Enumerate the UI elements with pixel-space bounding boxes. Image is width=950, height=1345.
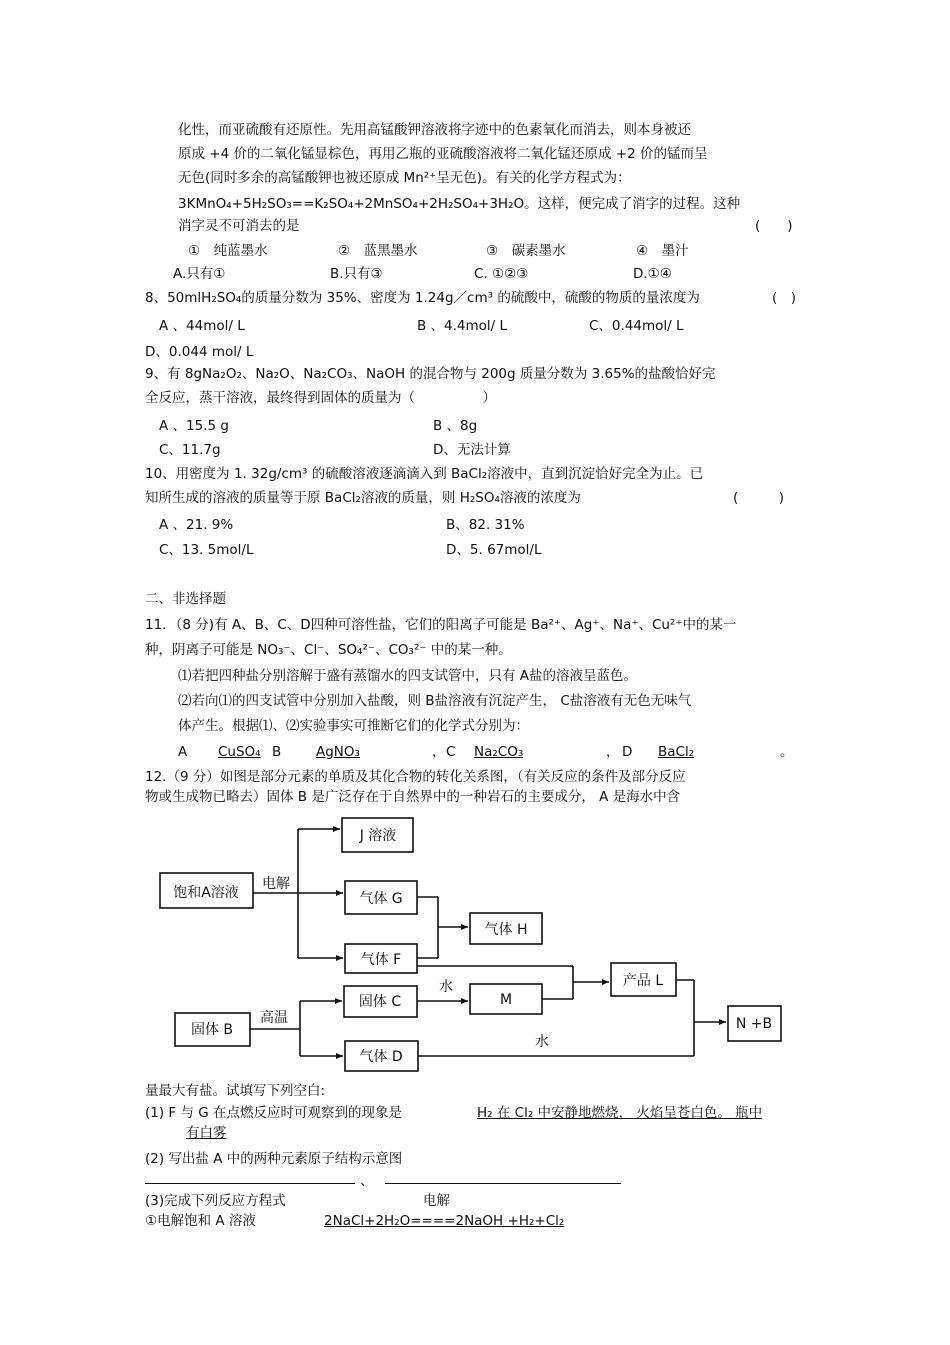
label-water-2: 水: [535, 1034, 549, 1050]
q11-line5: 体产生。根据⑴、⑵实验事实可推断它们的化学式分别为：: [178, 718, 529, 734]
q12-part2-blank-1: [145, 1183, 355, 1184]
q11-line1: 11．（8 分)有 A、B、C、D四种可溶性盐，它们的阳离子可能是 Ba²⁺、Ag⁺、Na⁺、Cu²⁺中的某一: [145, 617, 737, 633]
q12-part1-label: (1) F 与 G 在点燃反应时可观察到的现象是: [145, 1105, 403, 1121]
q12-part3-condition: 电解: [423, 1193, 450, 1209]
q7-answer-bracket: ( ): [755, 218, 793, 234]
label-nb: N +B: [735, 1016, 773, 1032]
q7-option-c: C. ①②③: [474, 266, 529, 282]
q7-line2: 原成 +4 价的二氧化锰显棕色，再用乙瓶的亚硫酸溶液将二氧化锰还原成 +2 价的锰而呈: [178, 146, 708, 162]
q9-option-b: B 、8g: [433, 418, 478, 434]
q8-stem: 8、50mlH₂SO₄的质量分数为 35%、密度为 1.24g／cm³ 的硫酸中，硫酸的物质的量浓度为: [145, 290, 700, 306]
label-electrolysis: 电解: [262, 876, 290, 892]
label-water-1: 水: [439, 979, 453, 995]
q11-label-d: D: [622, 744, 633, 760]
q9-option-a: A 、15.5 g: [159, 418, 229, 434]
q7-option-d: D.①④: [633, 266, 672, 282]
q7-line3: 无色(同时多余的高锰酸钾也被还原成 Mn²⁺呈无色)。有关的化学方程式为：: [178, 170, 631, 186]
q7-line5: 消字灵不可消去的是: [178, 218, 300, 234]
q10-line2: 知所生成的溶液的质量等于原 BaCl₂溶液的质量，则 H₂SO₄溶液的浓度为: [145, 490, 581, 506]
q12-part3-label: (3)完成下列反应方程式: [145, 1193, 286, 1209]
q10-option-b: B、82. 31%: [446, 517, 525, 533]
q9-option-d: D、无法计算: [433, 442, 511, 458]
q11-line4: ⑵若向⑴的四支试管中分别加入盐酸，则 B盐溶液有沉淀产生， C盐溶液有无色无味气: [178, 693, 692, 709]
q12-line2: 物或生成物已略去）固体 B 是广泛存在于自然界中的一种岩石的主要成分， A 是海水中含: [145, 789, 681, 805]
q7-item-4: ④ 墨汁: [636, 243, 689, 259]
q11-label-a: A: [178, 744, 188, 760]
label-sat-a: 饱和A溶液: [173, 885, 239, 901]
q8-option-b: B 、4.4mol/ L: [417, 318, 508, 334]
q11-answer-d: BaCl₂: [658, 744, 695, 760]
q11-line2: 种，阴离子可能是 NO₃⁻、Cl⁻、SO₄²⁻、CO₃²⁻ 中的某一种。: [145, 642, 512, 658]
q11-answer-a: CuSO₄: [218, 744, 261, 760]
q12-part2-separator: 、: [360, 1173, 374, 1189]
label-h: 气体 H: [484, 922, 528, 938]
q7-item-2: ② 蓝黑墨水: [338, 243, 418, 259]
q9-line2: 全反应，蒸干溶液，最终得到固体的质量为（ ）: [145, 390, 496, 406]
q12-part1-answer: H₂ 在 Cl₂ 中安静地燃烧， 火焰呈苍白色。 瓶中: [477, 1105, 763, 1121]
q12-part3-item: ①电解饱和 A 溶液: [145, 1213, 256, 1229]
q10-option-c: C、13. 5mol/L: [159, 542, 254, 558]
label-b: 固体 B: [190, 1022, 234, 1038]
label-g: 气体 G: [359, 891, 403, 907]
q11-answer-b: AgNO₃: [316, 744, 360, 760]
q12-line1: 12.（9 分）如图是部分元素的单质及其化合物的转化关系图，（有关反应的条件及部分反应: [145, 769, 686, 785]
q11-label-b: B: [272, 744, 282, 760]
q7-item-1: ① 纯蓝墨水: [188, 243, 268, 259]
label-d: 气体 D: [359, 1049, 403, 1065]
q12-part2-blank-2: [385, 1183, 621, 1184]
q8-option-d: D、0.044 mol/ L: [145, 344, 254, 360]
section-heading: 二、非选择题: [145, 591, 226, 607]
label-l: 产品 L: [622, 973, 664, 989]
q8-option-a: A 、44mol/ L: [159, 318, 245, 334]
q12-part1-answer-cont: 有白雾: [186, 1125, 227, 1141]
label-f: 气体 F: [360, 952, 402, 968]
q10-option-a: A 、21. 9%: [159, 517, 234, 533]
q11-label-c: C: [446, 744, 456, 760]
q10-answer-bracket: ( ): [733, 490, 785, 506]
q8-option-c: C、0.44mol/ L: [589, 318, 684, 334]
label-j: J 溶液: [359, 828, 397, 844]
q9-line1: 9、有 8gNa₂O₂、Na₂O、Na₂CO₃、NaOH 的混合物与 200g 质量分数为 3.65%的盐酸恰好完: [145, 366, 716, 382]
q12-part2-label: (2) 写出盐 A 中的两种元素原子结构示意图: [145, 1151, 403, 1167]
q7-option-b: B.只有③: [330, 266, 383, 282]
q12-line3: 量最大有盐。试填写下列空白:: [145, 1083, 326, 1099]
q10-line1: 10、用密度为 1. 32g/cm³ 的硫酸溶液逐滴滴入到 BaCl₂溶液中，直到沉淀恰好完全为止。已: [145, 466, 704, 482]
q7-item-3: ③ 碳素墨水: [486, 243, 566, 259]
label-m: M: [499, 992, 513, 1008]
label-c: 固体 C: [358, 994, 402, 1010]
q7-line4: 3KMnO₄+5H₂SO₃==K₂SO₄+2MnSO₄+2H₂SO₄+3H₂O。这样，便完成了消字的过程。这种: [178, 196, 741, 212]
q10-option-d: D、5. 67mol/L: [446, 542, 542, 558]
q7-option-a: A.只有①: [173, 266, 226, 282]
q11-line3: ⑴若把四种盐分别溶解于盛有蒸馏水的四支试管中，只有 A盐的溶液呈蓝色。: [178, 668, 638, 684]
q9-option-c: C、11.7g: [159, 442, 221, 458]
q7-line1: 化性，而亚硫酸有还原性。先用高锰酸钾溶液将字迹中的色素氧化而消去，则本身被还: [178, 122, 691, 138]
q8-answer-bracket: ( ): [772, 290, 797, 306]
q12-part3-answer: 2NaCl+2H₂O====2NaOH +H₂+Cl₂: [324, 1213, 565, 1229]
label-high-temp: 高温: [260, 1010, 288, 1026]
q11-answer-c: Na₂CO₃: [474, 744, 524, 760]
